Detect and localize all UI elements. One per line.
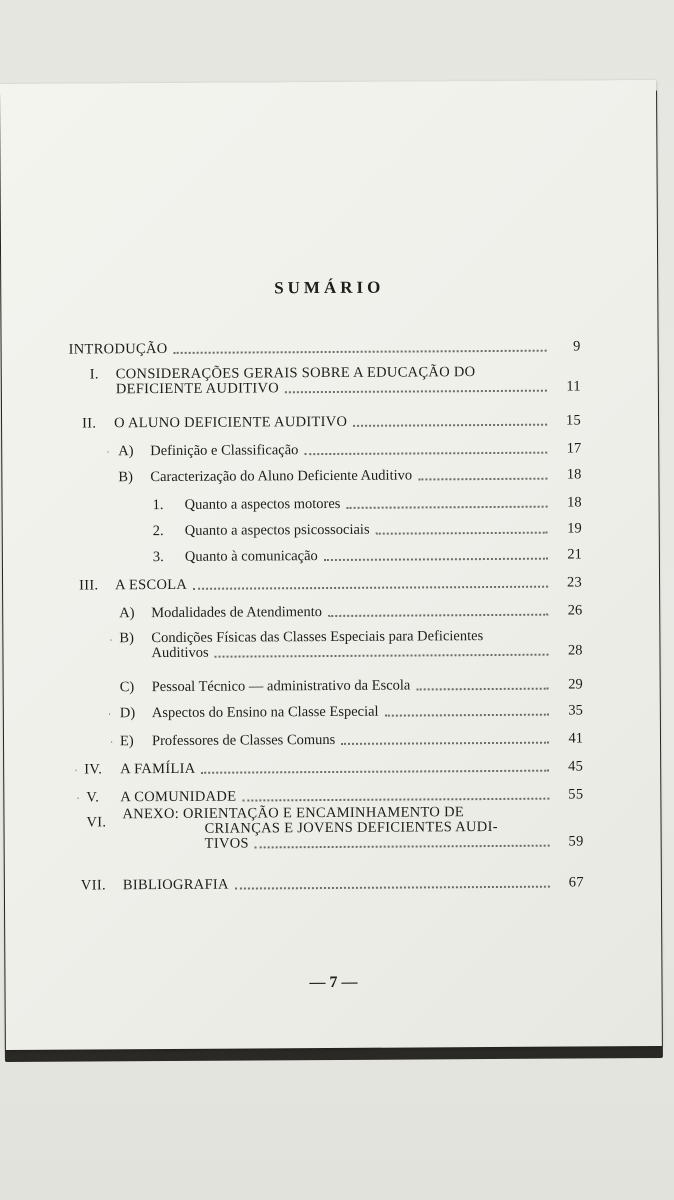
toc-label: Aspectos do Ensino na Classe Especial <box>151 703 379 722</box>
toc-number: II. <box>82 415 97 432</box>
toc-page-number: 18 <box>567 494 582 511</box>
toc-label-line-1: CONSIDERAÇÕES GERAIS SOBRE A EDUCAÇÃO DO <box>115 364 476 383</box>
pencil-mark: · <box>109 635 113 647</box>
toc-label-line-2: Auditivos <box>151 644 209 662</box>
toc-label: INTRODUÇÃO <box>68 340 168 358</box>
toc-page-number: 21 <box>567 546 582 563</box>
toc-entry-iii <box>79 574 582 593</box>
toc-label-line-1: Condições Físicas das Classes Especiais para Deficientes <box>151 628 484 647</box>
toc-label: Professores de Classes Comuns <box>151 731 336 750</box>
toc-leader <box>385 712 549 717</box>
toc-entry-ii-a <box>118 440 581 459</box>
toc-entry-ii-b <box>118 466 581 485</box>
pencil-mark: · <box>76 793 80 805</box>
toc-leader <box>416 686 548 691</box>
pencil-mark: · <box>107 709 112 721</box>
toc-leader <box>304 450 547 455</box>
toc-leader <box>346 504 547 509</box>
toc-number: VI. <box>86 814 107 831</box>
pencil-mark: · <box>106 447 110 459</box>
page-title: SUMÁRIO <box>274 277 385 298</box>
toc-number: VII. <box>80 877 106 894</box>
toc-number: 1. <box>152 497 164 514</box>
toc-page-number: 55 <box>568 786 584 803</box>
toc-entry-iii-c <box>120 676 583 695</box>
toc-number: A) <box>119 605 135 622</box>
toc-number: B) <box>119 630 134 647</box>
toc-label: O ALUNO DEFICIENTE AUDITIVO <box>114 413 348 432</box>
toc-number: I. <box>89 366 99 383</box>
toc-label: Caracterização do Aluno Deficiente Auditivo <box>150 467 413 486</box>
toc-page-number: 15 <box>565 412 582 429</box>
toc-entry-ii <box>82 412 581 431</box>
toc-entry-iii-e <box>120 730 583 749</box>
toc-entry-ii-b-1 <box>153 494 582 513</box>
pencil-mark: · <box>109 737 114 749</box>
toc-leader <box>242 796 549 802</box>
toc-leader <box>202 768 550 774</box>
toc-page-number: 67 <box>568 874 584 891</box>
toc-entry-introducao <box>69 338 581 357</box>
toc-label: Quanto a aspectos motores <box>184 495 341 513</box>
toc-entry-i <box>89 364 581 398</box>
toc-label: A ESCOLA <box>115 576 188 594</box>
page-number-footer: — 7 — <box>309 973 358 992</box>
toc-number: IV. <box>84 761 103 778</box>
toc-label-line-3: TIVOS <box>204 835 249 852</box>
pencil-mark: · <box>74 765 78 777</box>
toc-page-number: 45 <box>568 758 584 775</box>
toc-label: Quanto a aspectos psicossociais <box>184 521 370 539</box>
toc-number: D) <box>119 705 136 722</box>
toc-leader <box>341 740 549 745</box>
toc-page-number: 17 <box>566 440 582 457</box>
toc-page-number: 9 <box>573 338 581 355</box>
toc-leader <box>328 612 548 617</box>
toc-entry-vii <box>81 874 584 893</box>
toc-number: B) <box>118 469 133 486</box>
toc-page-number: 18 <box>566 466 582 483</box>
toc-page-number: 28 <box>567 642 583 659</box>
toc-number: 2. <box>152 523 164 540</box>
toc-page-number: 23 <box>566 574 583 591</box>
toc-number: C) <box>119 679 135 696</box>
toc-label: Pessoal Técnico — administrativo da Escola <box>151 677 411 696</box>
toc-entry-ii-b-2 <box>153 520 582 539</box>
toc-entry-iii-d <box>120 702 583 721</box>
toc-label-line-2: CRIANÇAS E JOVENS DEFICIENTES AUDI- <box>204 818 498 837</box>
book-page <box>0 80 662 1050</box>
toc-entry-iv <box>84 758 583 777</box>
toc-label: A COMUNIDADE <box>120 788 237 806</box>
toc-label: Modalidades de Atendimento <box>151 604 323 622</box>
toc-page-number: 59 <box>568 833 584 850</box>
toc-label-line-1: ANEXO: ORIENTAÇÃO E ENCAMINHAMENTO DE <box>122 804 465 823</box>
toc-leader <box>255 845 550 849</box>
toc-label: BIBLIOGRAFIA <box>122 876 229 894</box>
toc-leader <box>353 422 547 427</box>
toc-entry-vi <box>86 804 584 852</box>
toc-leader <box>173 348 546 354</box>
toc-leader <box>285 390 547 394</box>
toc-leader <box>324 556 548 561</box>
toc-leader <box>235 884 550 890</box>
toc-entry-ii-b-3 <box>153 546 582 565</box>
toc-number: III. <box>79 577 99 594</box>
toc-leader <box>193 584 548 590</box>
toc-leader <box>418 476 547 481</box>
toc-page-number: 35 <box>568 702 583 719</box>
toc-entry-iii-a <box>119 602 582 621</box>
toc-number: V. <box>86 789 100 806</box>
toc-page-number: 19 <box>567 520 582 537</box>
toc-label: A FAMÍLIA <box>120 760 196 778</box>
toc-label-line-2: DEFICIENTE AUDITIVO <box>115 380 280 398</box>
toc-leader <box>376 530 548 535</box>
toc-entry-v <box>86 786 583 805</box>
toc-number: E) <box>119 733 134 750</box>
toc-number: A) <box>118 443 134 460</box>
toc-label: Definição e Classificação <box>150 442 299 460</box>
toc-leader <box>215 654 549 658</box>
toc-entry-iii-b <box>119 628 583 662</box>
toc-number: 3. <box>152 549 164 566</box>
toc-page-number: 29 <box>568 676 583 693</box>
toc-page-number: 26 <box>567 602 583 619</box>
toc-page-number: 41 <box>568 730 584 747</box>
toc-label: Quanto à comunicação <box>184 548 318 565</box>
toc-page-number: 11 <box>566 378 581 395</box>
